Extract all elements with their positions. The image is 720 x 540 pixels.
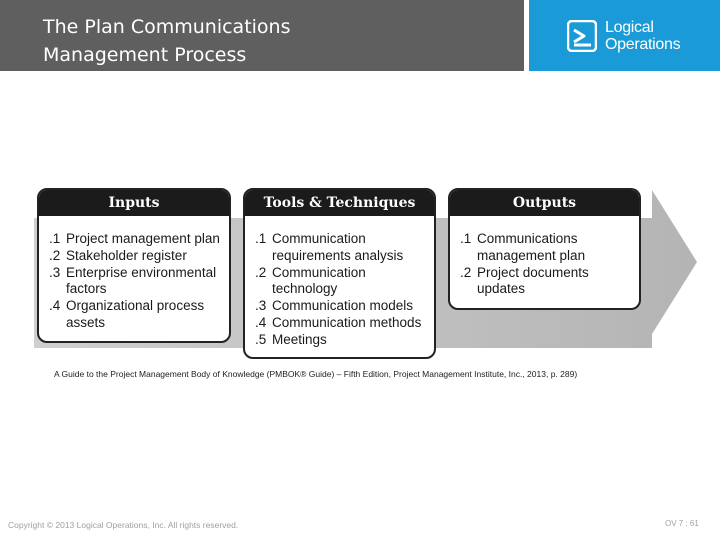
item-text: Project management plan	[66, 231, 220, 246]
item-text: Communication requirements analysis	[272, 231, 404, 263]
item-number: .3	[255, 298, 267, 314]
item-text: Enterprise environmental factors	[66, 264, 217, 297]
item-number: .1	[255, 231, 267, 246]
outputs-list	[450, 216, 639, 298]
inputs-list-item	[49, 265, 223, 299]
item-number: .5	[255, 331, 267, 347]
item-text: Meetings	[272, 331, 327, 347]
outputs-panel	[448, 188, 641, 310]
item-text: Communication models	[272, 298, 414, 314]
outputs-list-item	[460, 231, 633, 265]
copyright-notice: Copyright © 2013 Logical Operations, Inc. All rights reserved.	[8, 520, 239, 530]
inputs-list	[39, 216, 229, 332]
tools-list-item	[255, 231, 428, 265]
item-number: .4	[49, 298, 61, 314]
inputs-heading: Inputs	[39, 190, 229, 216]
inputs-list-item	[49, 248, 223, 265]
tools-list-item	[255, 315, 428, 332]
citation: A Guide to the Project Management Body of Knowledge (PMBOK® Guide) – Fifth Edition, Project Management Institute, Inc., 2013, p. 289)	[54, 369, 578, 379]
item-number: .1	[460, 231, 472, 246]
item-number: .2	[460, 264, 472, 280]
slide-number: OV 7 : 61	[665, 519, 699, 528]
tools-techniques-list	[245, 216, 434, 349]
item-number: .1	[49, 231, 61, 246]
item-text: Stakeholder register	[66, 247, 187, 263]
item-number: .2	[255, 264, 267, 280]
page-title-line1: The Plan Communications	[43, 16, 291, 38]
tools-list-item	[255, 265, 428, 299]
item-text: Communications management plan	[477, 231, 586, 263]
item-text: Communication technology	[272, 264, 366, 297]
item-text: Project documents updates	[477, 264, 589, 297]
tools-techniques-heading: Tools & Techniques	[245, 190, 434, 216]
page-title-line2: Management Process	[43, 44, 247, 66]
item-text: Organizational process assets	[66, 298, 205, 330]
outputs-heading: Outputs	[450, 190, 639, 216]
tools-list-item	[255, 332, 428, 349]
tools-techniques-panel	[243, 188, 436, 359]
logo-text-line2: Operations	[605, 36, 681, 53]
logo-text-line1: Logical	[605, 19, 654, 36]
item-number: .4	[255, 314, 267, 330]
outputs-list-item	[460, 265, 633, 299]
inputs-list-item	[49, 231, 223, 248]
tools-list-item	[255, 298, 428, 315]
inputs-panel	[37, 188, 231, 343]
item-number: .3	[49, 264, 61, 280]
item-number: .2	[49, 247, 61, 263]
item-text: Communication methods	[272, 314, 422, 330]
inputs-list-item	[49, 298, 223, 332]
